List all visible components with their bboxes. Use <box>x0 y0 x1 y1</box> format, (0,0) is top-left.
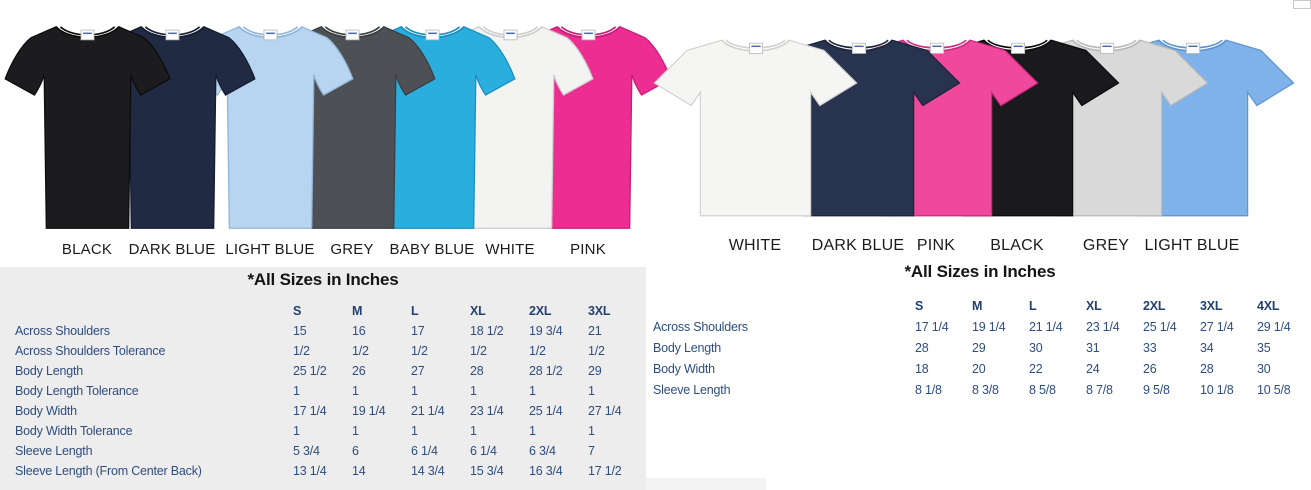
size-value-cell: 17 1/2 <box>588 464 622 478</box>
size-value-cell: 6 1/4 <box>411 444 438 458</box>
row-label: Body Length <box>15 364 83 378</box>
size-value-cell: 23 1/4 <box>470 404 504 418</box>
size-value-cell: 17 1/4 <box>293 404 327 418</box>
row-label: Sleeve Length <box>653 382 731 397</box>
size-value-cell: 13 1/4 <box>293 464 327 478</box>
size-value-cell: 1/2 <box>352 344 369 358</box>
size-value-cell: 27 1/4 <box>588 404 622 418</box>
size-value-cell: 8 7/8 <box>1086 382 1113 397</box>
table-row <box>15 361 647 381</box>
shirt-color-label: LIGHT BLUE <box>225 241 315 258</box>
table-row <box>15 381 647 401</box>
size-value-cell: 28 1/2 <box>529 364 563 378</box>
size-value-cell: 17 1/4 <box>915 319 949 334</box>
size-value-cell: 8 1/8 <box>915 382 942 397</box>
row-label: Sleeve Length <box>15 444 93 458</box>
size-value-cell: 16 3/4 <box>529 464 563 478</box>
row-label: Sleeve Length (From Center Back) <box>15 464 202 478</box>
shirt-color-label: BABY BLUE <box>389 241 475 258</box>
size-value-cell: 21 1/4 <box>1029 319 1063 334</box>
womens-table-title: *All Sizes in Inches <box>247 270 399 289</box>
size-value-cell: 14 <box>352 464 366 478</box>
size-value-cell: 16 <box>352 324 366 338</box>
row-label: Body Width Tolerance <box>15 424 133 438</box>
mens-table-title: *All Sizes in Inches <box>904 262 1056 281</box>
shirt-color-label: GREY <box>330 241 374 258</box>
size-column-header: XL <box>470 304 486 318</box>
size-value-cell: 6 3/4 <box>529 444 556 458</box>
table-row <box>15 421 647 441</box>
size-value-cell: 10 5/8 <box>1257 382 1291 397</box>
size-value-cell: 26 <box>352 364 366 378</box>
shirt-color-label: GREY <box>1082 237 1130 254</box>
size-value-cell: 33 <box>1143 340 1157 355</box>
size-column-header: 2XL <box>529 304 552 318</box>
size-value-cell: 20 <box>972 361 986 376</box>
size-column-header: M <box>972 298 983 313</box>
shirt-color-label: PINK <box>916 237 956 254</box>
row-label: Body Width <box>15 404 77 418</box>
size-value-cell: 25 1/4 <box>529 404 563 418</box>
row-label: Across Shoulders <box>15 324 110 338</box>
table-row <box>15 401 647 421</box>
table-row <box>15 321 647 341</box>
size-value-cell: 1 <box>588 384 595 398</box>
size-value-cell: 1 <box>470 424 477 438</box>
shirt-color-label: BLACK <box>990 237 1044 254</box>
size-value-cell: 1/2 <box>293 344 310 358</box>
size-value-cell: 6 1/4 <box>470 444 497 458</box>
size-value-cell: 10 1/8 <box>1200 382 1234 397</box>
size-value-cell: 15 <box>293 324 307 338</box>
table-row <box>15 441 647 461</box>
size-value-cell: 1/2 <box>411 344 428 358</box>
mens-size-table <box>653 295 1311 400</box>
tshirt-graphic <box>0 16 185 238</box>
size-value-cell: 29 <box>972 340 986 355</box>
size-value-cell: 19 3/4 <box>529 324 563 338</box>
size-value-cell: 25 1/4 <box>1143 319 1177 334</box>
size-value-cell: 28 <box>915 340 929 355</box>
size-value-cell: 1 <box>529 384 536 398</box>
shirt-white <box>648 32 863 226</box>
corner-artifact <box>1293 0 1311 9</box>
size-value-cell: 30 <box>1257 361 1271 376</box>
row-label: Across Shoulders <box>653 319 748 334</box>
size-column-header: 4XL <box>1257 298 1280 313</box>
size-value-cell: 1 <box>529 424 536 438</box>
shirt-black <box>0 16 185 238</box>
size-value-cell: 1/2 <box>529 344 546 358</box>
size-value-cell: 18 1/2 <box>470 324 504 338</box>
size-column-header: S <box>293 304 302 318</box>
size-value-cell: 1 <box>588 424 595 438</box>
size-value-cell: 15 3/4 <box>470 464 504 478</box>
size-value-cell: 27 <box>411 364 425 378</box>
size-value-cell: 23 1/4 <box>1086 319 1120 334</box>
womens-size-table <box>15 301 647 481</box>
size-value-cell: 31 <box>1086 340 1100 355</box>
size-value-cell: 7 <box>588 444 595 458</box>
size-column-header: XL <box>1086 298 1102 313</box>
shirt-color-label: DARK BLUE <box>811 237 905 254</box>
size-value-cell: 26 <box>1143 361 1157 376</box>
size-value-cell: 25 1/2 <box>293 364 327 378</box>
shirt-color-label: WHITE <box>485 241 535 258</box>
size-value-cell: 1/2 <box>470 344 487 358</box>
shirt-color-label: BLACK <box>61 241 113 258</box>
size-value-cell: 8 5/8 <box>1029 382 1056 397</box>
shirt-color-label: DARK BLUE <box>128 241 216 258</box>
size-value-cell: 1 <box>293 384 300 398</box>
size-value-cell: 19 1/4 <box>352 404 386 418</box>
table-row <box>15 341 647 361</box>
size-header-row <box>15 301 647 321</box>
bottom-strip <box>646 478 766 490</box>
size-column-header: 3XL <box>1200 298 1223 313</box>
table-row <box>653 379 1311 400</box>
size-value-cell: 19 1/4 <box>972 319 1006 334</box>
size-value-cell: 1 <box>411 424 418 438</box>
size-column-header: S <box>915 298 924 313</box>
table-row <box>15 461 647 481</box>
tshirt-graphic <box>648 32 863 226</box>
size-value-cell: 8 3/8 <box>972 382 999 397</box>
size-value-cell: 9 5/8 <box>1143 382 1170 397</box>
size-value-cell: 6 <box>352 444 359 458</box>
size-value-cell: 24 <box>1086 361 1100 376</box>
size-value-cell: 1 <box>411 384 418 398</box>
size-value-cell: 29 <box>588 364 602 378</box>
size-value-cell: 17 <box>411 324 425 338</box>
row-label: Across Shoulders Tolerance <box>15 344 166 358</box>
shirt-color-label: PINK <box>570 241 606 258</box>
size-value-cell: 18 <box>915 361 929 376</box>
table-row <box>653 358 1311 379</box>
size-value-cell: 1/2 <box>588 344 605 358</box>
size-value-cell: 1 <box>470 384 477 398</box>
size-column-header: 3XL <box>588 304 611 318</box>
row-label: Body Length <box>653 340 721 355</box>
shirt-color-label: WHITE <box>728 237 782 254</box>
size-value-cell: 21 <box>588 324 602 338</box>
size-value-cell: 5 3/4 <box>293 444 320 458</box>
table-row <box>653 316 1311 337</box>
size-value-cell: 14 3/4 <box>411 464 445 478</box>
size-column-header: L <box>411 304 419 318</box>
size-value-cell: 28 <box>470 364 484 378</box>
size-column-header: L <box>1029 298 1037 313</box>
size-value-cell: 1 <box>352 384 359 398</box>
size-header-row <box>653 295 1311 316</box>
size-value-cell: 30 <box>1029 340 1043 355</box>
size-value-cell: 29 1/4 <box>1257 319 1291 334</box>
row-label: Body Length Tolerance <box>15 384 139 398</box>
size-value-cell: 35 <box>1257 340 1271 355</box>
size-value-cell: 22 <box>1029 361 1043 376</box>
size-value-cell: 27 1/4 <box>1200 319 1234 334</box>
shirt-color-label: LIGHT BLUE <box>1144 237 1240 254</box>
row-label: Body Width <box>653 361 715 376</box>
size-column-header: 2XL <box>1143 298 1166 313</box>
size-value-cell: 21 1/4 <box>411 404 445 418</box>
size-value-cell: 34 <box>1200 340 1214 355</box>
size-value-cell: 1 <box>352 424 359 438</box>
size-column-header: M <box>352 304 363 318</box>
size-value-cell: 28 <box>1200 361 1214 376</box>
table-row <box>653 337 1311 358</box>
size-value-cell: 1 <box>293 424 300 438</box>
